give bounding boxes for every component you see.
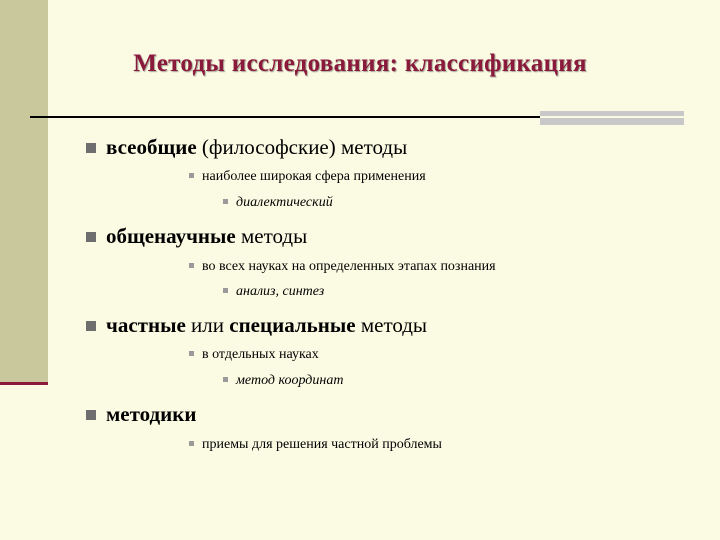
sub-bullet — [189, 437, 442, 453]
title-rule-block — [540, 111, 684, 125]
sub-sub-bullet — [223, 195, 333, 211]
small-square-bullet-icon — [189, 351, 194, 356]
slide-title: Методы исследования: классификация — [133, 50, 587, 77]
sub-bullet-text: в отдельных науках — [202, 347, 319, 362]
sidebar-accent-line — [0, 382, 48, 385]
sub-sub-bullet — [223, 284, 324, 300]
small-square-bullet-icon — [189, 441, 194, 446]
sub-bullet-text: приемы для решения частной проблемы — [202, 437, 442, 452]
sub-sub-bullet-text: диалектический — [236, 195, 333, 210]
item-bold-text: специальные — [229, 313, 356, 337]
small-square-bullet-icon — [223, 199, 228, 204]
sub-sub-bullet — [223, 373, 343, 389]
small-square-bullet-icon — [189, 173, 194, 178]
small-square-bullet-icon — [223, 377, 228, 382]
bullet-universal-methods — [86, 135, 407, 159]
item-text: (философские) методы — [196, 135, 408, 159]
small-square-bullet-icon — [223, 288, 228, 293]
item-bold-text: всеобщие — [106, 135, 197, 159]
bullet-special-methods — [86, 313, 427, 337]
item-text: методы — [355, 313, 428, 337]
square-bullet-icon — [86, 232, 96, 242]
bullet-techniques — [86, 402, 196, 426]
sub-bullet-text: наиболее широкая сфера применения — [202, 169, 426, 184]
item-bold-text: частные — [106, 313, 186, 337]
square-bullet-icon — [86, 321, 96, 331]
sub-sub-bullet-text: анализ, синтез — [236, 284, 325, 299]
sub-bullet — [189, 169, 426, 185]
bullet-general-scientific-methods — [86, 224, 307, 248]
item-text: методы — [235, 224, 308, 248]
square-bullet-icon — [86, 143, 96, 153]
item-bold-text: общенаучные — [106, 224, 236, 248]
item-text: или — [185, 313, 230, 337]
sub-sub-bullet-text: метод координат — [236, 373, 344, 388]
sub-bullet — [189, 259, 496, 275]
small-square-bullet-icon — [189, 263, 194, 268]
item-bold-text: методики — [106, 402, 197, 426]
square-bullet-icon — [86, 410, 96, 420]
sub-bullet — [189, 347, 319, 363]
title-rule-stripe — [540, 116, 684, 118]
sub-bullet-text: во всех науках на определенных этапах познания — [202, 259, 496, 274]
